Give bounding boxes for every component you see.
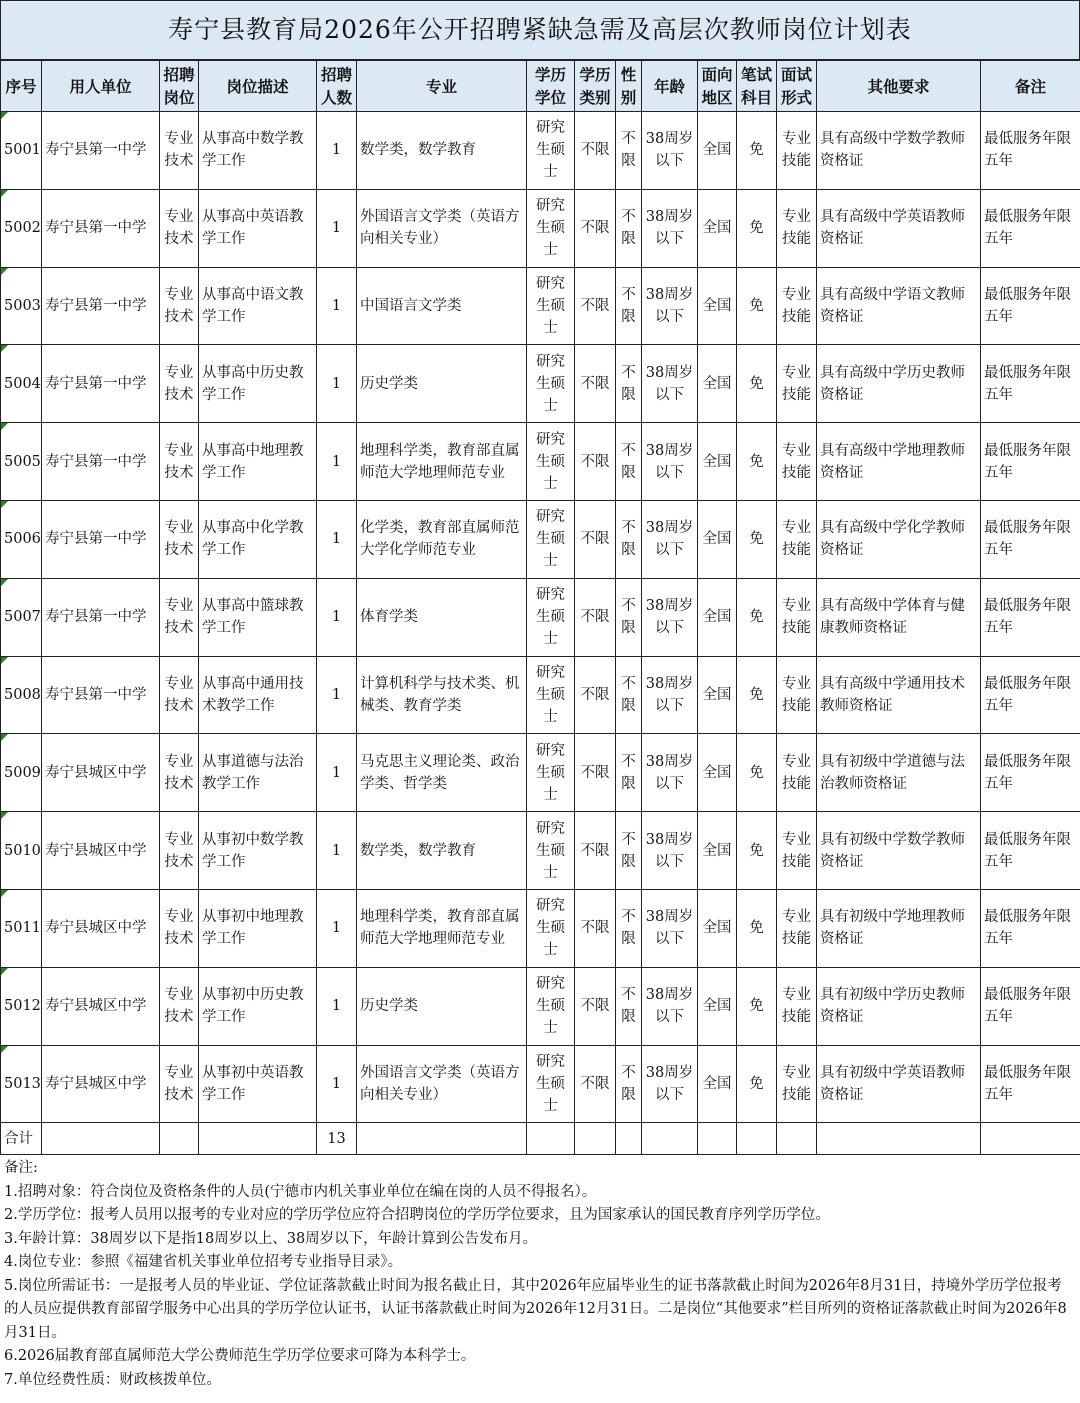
cell-gender: 不限 [616, 345, 642, 423]
cell-interview: 专业技能 [777, 189, 817, 267]
table-row [1, 656, 1080, 734]
cell-edu-type: 不限 [575, 967, 616, 1045]
cell-unit: 寿宁县城区中学 [42, 889, 160, 967]
cell-other: 具有初级中学道德与法治教师资格证 [817, 734, 981, 812]
cell-degree: 研究生硕士 [527, 345, 575, 423]
cell-exam: 免 [737, 656, 777, 734]
cell-other: 具有初级中学数学教师资格证 [817, 812, 981, 890]
cell-desc: 从事初中数学教学工作 [199, 812, 317, 890]
table-row [1, 812, 1080, 890]
cell-age: 38周岁以下 [642, 1045, 698, 1123]
cell-num: 1 [317, 967, 357, 1045]
cell-degree: 研究生硕士 [527, 734, 575, 812]
total-num: 13 [317, 1123, 357, 1155]
cell-major: 历史学类 [357, 345, 527, 423]
cell-region: 全国 [698, 112, 737, 190]
table-row [1, 500, 1080, 578]
cell-degree: 研究生硕士 [527, 112, 575, 190]
cell-seq: 5003 [1, 267, 42, 345]
cell-desc: 从事高中语文教学工作 [199, 267, 317, 345]
cell-post: 专业技术 [160, 345, 199, 423]
cell-num: 1 [317, 189, 357, 267]
cell-region: 全国 [698, 1045, 737, 1123]
cell-post: 专业技术 [160, 112, 199, 190]
cell-post: 专业技术 [160, 500, 199, 578]
header-other: 其他要求 [817, 61, 981, 112]
cell-other: 具有高级中学英语教师资格证 [817, 189, 981, 267]
cell-region: 全国 [698, 189, 737, 267]
cell-edu-type: 不限 [575, 500, 616, 578]
cell-gender: 不限 [616, 189, 642, 267]
cell-major: 数学类，数学教育 [357, 112, 527, 190]
cell-num: 1 [317, 267, 357, 345]
cell-seq: 5010 [1, 812, 42, 890]
cell-interview: 专业技能 [777, 1045, 817, 1123]
cell-age: 38周岁以下 [642, 112, 698, 190]
note-item: 3.年龄计算：38周岁以下是指18周岁以上、38周岁以下，年龄计算到公告发布月。 [4, 1230, 538, 1247]
cell-major: 地理科学类，教育部直属师范大学地理师范专业 [357, 889, 527, 967]
cell-post: 专业技术 [160, 889, 199, 967]
cell-unit: 寿宁县第一中学 [42, 345, 160, 423]
cell-remark: 最低服务年限五年 [981, 967, 1080, 1045]
cell-other: 具有初级中学英语教师资格证 [817, 1045, 981, 1123]
cell-desc: 从事高中英语教学工作 [199, 189, 317, 267]
header-desc: 岗位描述 [199, 61, 317, 112]
cell-age: 38周岁以下 [642, 345, 698, 423]
cell-degree: 研究生硕士 [527, 967, 575, 1045]
cell-region: 全国 [698, 734, 737, 812]
cell-edu-type: 不限 [575, 189, 616, 267]
cell-degree: 研究生硕士 [527, 189, 575, 267]
cell-edu-type: 不限 [575, 889, 616, 967]
cell-major: 体育学类 [357, 578, 527, 656]
cell-remark: 最低服务年限五年 [981, 1045, 1080, 1123]
cell-post: 专业技术 [160, 1045, 199, 1123]
cell-edu-type: 不限 [575, 423, 616, 501]
cell-gender: 不限 [616, 423, 642, 501]
cell-remark: 最低服务年限五年 [981, 578, 1080, 656]
cell-seq: 5008 [1, 656, 42, 734]
cell-num: 1 [317, 1045, 357, 1123]
cell-major: 地理科学类，教育部直属师范大学地理师范专业 [357, 423, 527, 501]
cell-other: 具有高级中学地理教师资格证 [817, 423, 981, 501]
table-row [1, 423, 1080, 501]
cell-desc: 从事高中历史教学工作 [199, 345, 317, 423]
cell-other: 具有高级中学体育与健康教师资格证 [817, 578, 981, 656]
cell-seq: 5013 [1, 1045, 42, 1123]
cell-region: 全国 [698, 500, 737, 578]
cell-exam: 免 [737, 1045, 777, 1123]
total-label: 合计 [1, 1123, 42, 1155]
cell-interview: 专业技能 [777, 656, 817, 734]
header-remark: 备注 [981, 61, 1080, 112]
cell-region: 全国 [698, 267, 737, 345]
cell-post: 专业技术 [160, 656, 199, 734]
table-row [1, 578, 1080, 656]
cell-other: 具有高级中学化学教师资格证 [817, 500, 981, 578]
cell-age: 38周岁以下 [642, 656, 698, 734]
cell-other: 具有高级中学数学教师资格证 [817, 112, 981, 190]
cell-post: 专业技术 [160, 812, 199, 890]
cell-seq: 5006 [1, 500, 42, 578]
note-item: 2.学历学位：报考人员用以报考的专业对应的学历学位应符合招聘岗位的学历学位要求，且为国家承认的国民教育序列学历学位。 [4, 1207, 830, 1224]
cell-degree: 研究生硕士 [527, 500, 575, 578]
cell-exam: 免 [737, 812, 777, 890]
cell-num: 1 [317, 500, 357, 578]
cell-edu-type: 不限 [575, 656, 616, 734]
cell-age: 38周岁以下 [642, 734, 698, 812]
cell-age: 38周岁以下 [642, 889, 698, 967]
cell-desc: 从事初中英语教学工作 [199, 1045, 317, 1123]
position-plan-table [0, 60, 1080, 1155]
cell-exam: 免 [737, 967, 777, 1045]
header-region: 面向地区 [698, 61, 737, 112]
cell-edu-type: 不限 [575, 345, 616, 423]
cell-degree: 研究生硕士 [527, 578, 575, 656]
cell-major: 历史学类 [357, 967, 527, 1045]
cell-exam: 免 [737, 345, 777, 423]
cell-num: 1 [317, 889, 357, 967]
cell-region: 全国 [698, 345, 737, 423]
cell-age: 38周岁以下 [642, 189, 698, 267]
cell-other: 具有高级中学语文教师资格证 [817, 267, 981, 345]
cell-age: 38周岁以下 [642, 500, 698, 578]
cell-interview: 专业技能 [777, 423, 817, 501]
header-row [1, 61, 1080, 112]
notes-heading: 备注: [4, 1160, 38, 1177]
cell-seq: 5012 [1, 967, 42, 1045]
cell-region: 全国 [698, 578, 737, 656]
cell-other: 具有初级中学历史教师资格证 [817, 967, 981, 1045]
cell-remark: 最低服务年限五年 [981, 889, 1080, 967]
table-row [1, 345, 1080, 423]
cell-exam: 免 [737, 112, 777, 190]
cell-remark: 最低服务年限五年 [981, 267, 1080, 345]
cell-num: 1 [317, 423, 357, 501]
cell-major: 外国语言文学类（英语方向相关专业） [357, 189, 527, 267]
cell-exam: 免 [737, 578, 777, 656]
cell-exam: 免 [737, 267, 777, 345]
cell-edu-type: 不限 [575, 812, 616, 890]
cell-degree: 研究生硕士 [527, 267, 575, 345]
cell-exam: 免 [737, 889, 777, 967]
cell-remark: 最低服务年限五年 [981, 734, 1080, 812]
cell-desc: 从事高中数学教学工作 [199, 112, 317, 190]
cell-age: 38周岁以下 [642, 423, 698, 501]
cell-unit: 寿宁县城区中学 [42, 734, 160, 812]
header-exam: 笔试科目 [737, 61, 777, 112]
cell-major: 中国语言文学类 [357, 267, 527, 345]
note-item: 5.岗位所需证书：一是报考人员的毕业证、学位证落款截止时间为报名截止日，其中2026年应届毕业生的证书落款截止时间为2026年8月31日，持境外学历学位报考的人员应提供教育部留学服务中心出具的学历学位认证书，认证书落款截止时间为2026年12月31日。二是岗位“其他要求”栏目所列的资格证落款截止时间为2026年8月31日。 [4, 1277, 1067, 1341]
cell-interview: 专业技能 [777, 112, 817, 190]
cell-unit: 寿宁县城区中学 [42, 967, 160, 1045]
cell-unit: 寿宁县第一中学 [42, 578, 160, 656]
cell-num: 1 [317, 345, 357, 423]
cell-edu-type: 不限 [575, 112, 616, 190]
cell-desc: 从事初中地理教学工作 [199, 889, 317, 967]
note-item: 1.招聘对象：符合岗位及资格条件的人员(宁德市内机关事业单位在编在岗的人员不得报名）。 [4, 1183, 597, 1200]
cell-degree: 研究生硕士 [527, 812, 575, 890]
cell-post: 专业技术 [160, 967, 199, 1045]
cell-post: 专业技术 [160, 423, 199, 501]
cell-remark: 最低服务年限五年 [981, 500, 1080, 578]
cell-remark: 最低服务年限五年 [981, 812, 1080, 890]
header-major: 专业 [357, 61, 527, 112]
cell-region: 全国 [698, 889, 737, 967]
cell-remark: 最低服务年限五年 [981, 345, 1080, 423]
cell-desc: 从事初中历史教学工作 [199, 967, 317, 1045]
cell-edu-type: 不限 [575, 1045, 616, 1123]
cell-other: 具有高级中学历史教师资格证 [817, 345, 981, 423]
cell-gender: 不限 [616, 967, 642, 1045]
cell-remark: 最低服务年限五年 [981, 423, 1080, 501]
cell-desc: 从事高中通用技术教学工作 [199, 656, 317, 734]
table-row [1, 734, 1080, 812]
cell-unit: 寿宁县第一中学 [42, 112, 160, 190]
cell-seq: 5009 [1, 734, 42, 812]
cell-num: 1 [317, 812, 357, 890]
cell-gender: 不限 [616, 1045, 642, 1123]
table-row [1, 112, 1080, 190]
cell-edu-type: 不限 [575, 734, 616, 812]
header-num: 招聘人数 [317, 61, 357, 112]
notes-section [0, 1155, 1080, 1392]
cell-degree: 研究生硕士 [527, 1045, 575, 1123]
cell-degree: 研究生硕士 [527, 423, 575, 501]
note-item: 4.岗位专业：参照《福建省机关事业单位招考专业指导目录》。 [4, 1254, 403, 1271]
cell-seq: 5005 [1, 423, 42, 501]
cell-remark: 最低服务年限五年 [981, 656, 1080, 734]
cell-seq: 5002 [1, 189, 42, 267]
cell-gender: 不限 [616, 267, 642, 345]
cell-post: 专业技术 [160, 189, 199, 267]
header-degree: 学历学位 [527, 61, 575, 112]
cell-degree: 研究生硕士 [527, 889, 575, 967]
page-title: 寿宁县教育局2026年公开招聘紧缺急需及高层次教师岗位计划表 [0, 0, 1080, 60]
cell-desc: 从事道德与法治教学工作 [199, 734, 317, 812]
cell-num: 1 [317, 734, 357, 812]
cell-edu-type: 不限 [575, 267, 616, 345]
header-interview: 面试形式 [777, 61, 817, 112]
cell-unit: 寿宁县城区中学 [42, 1045, 160, 1123]
total-row [1, 1123, 1080, 1155]
cell-num: 1 [317, 578, 357, 656]
cell-interview: 专业技能 [777, 734, 817, 812]
cell-age: 38周岁以下 [642, 578, 698, 656]
cell-interview: 专业技能 [777, 500, 817, 578]
cell-gender: 不限 [616, 889, 642, 967]
cell-gender: 不限 [616, 656, 642, 734]
cell-seq: 5011 [1, 889, 42, 967]
cell-unit: 寿宁县第一中学 [42, 656, 160, 734]
table-row [1, 967, 1080, 1045]
cell-remark: 最低服务年限五年 [981, 189, 1080, 267]
cell-exam: 免 [737, 423, 777, 501]
cell-region: 全国 [698, 812, 737, 890]
cell-gender: 不限 [616, 578, 642, 656]
cell-major: 外国语言文学类（英语方向相关专业） [357, 1045, 527, 1123]
cell-post: 专业技术 [160, 734, 199, 812]
header-post: 招聘岗位 [160, 61, 199, 112]
header-age: 年龄 [642, 61, 698, 112]
cell-unit: 寿宁县城区中学 [42, 812, 160, 890]
cell-edu-type: 不限 [575, 578, 616, 656]
cell-major: 马克思主义理论类、政治学类、哲学类 [357, 734, 527, 812]
cell-gender: 不限 [616, 812, 642, 890]
cell-gender: 不限 [616, 734, 642, 812]
header-gender: 性别 [616, 61, 642, 112]
header-seq: 序号 [1, 61, 42, 112]
cell-seq: 5007 [1, 578, 42, 656]
cell-unit: 寿宁县第一中学 [42, 423, 160, 501]
cell-remark: 最低服务年限五年 [981, 112, 1080, 190]
cell-other: 具有初级中学地理教师资格证 [817, 889, 981, 967]
table-row [1, 889, 1080, 967]
cell-major: 化学类，教育部直属师范大学化学师范专业 [357, 500, 527, 578]
cell-age: 38周岁以下 [642, 267, 698, 345]
cell-unit: 寿宁县第一中学 [42, 267, 160, 345]
cell-region: 全国 [698, 967, 737, 1045]
cell-interview: 专业技能 [777, 345, 817, 423]
cell-age: 38周岁以下 [642, 812, 698, 890]
cell-degree: 研究生硕士 [527, 656, 575, 734]
cell-unit: 寿宁县第一中学 [42, 189, 160, 267]
cell-interview: 专业技能 [777, 812, 817, 890]
cell-major: 数学类，数学教育 [357, 812, 527, 890]
cell-exam: 免 [737, 734, 777, 812]
cell-desc: 从事高中篮球教学工作 [199, 578, 317, 656]
cell-desc: 从事高中地理教学工作 [199, 423, 317, 501]
header-edu-type: 学历类别 [575, 61, 616, 112]
table-row [1, 267, 1080, 345]
cell-seq: 5004 [1, 345, 42, 423]
header-unit: 用人单位 [42, 61, 160, 112]
cell-unit: 寿宁县第一中学 [42, 500, 160, 578]
table-row [1, 1045, 1080, 1123]
cell-interview: 专业技能 [777, 578, 817, 656]
cell-region: 全国 [698, 656, 737, 734]
cell-exam: 免 [737, 189, 777, 267]
cell-interview: 专业技能 [777, 967, 817, 1045]
note-item: 7.单位经费性质：财政核拨单位。 [4, 1371, 221, 1388]
cell-post: 专业技术 [160, 578, 199, 656]
cell-gender: 不限 [616, 500, 642, 578]
cell-interview: 专业技能 [777, 267, 817, 345]
cell-seq: 5001 [1, 112, 42, 190]
cell-interview: 专业技能 [777, 889, 817, 967]
cell-age: 38周岁以下 [642, 967, 698, 1045]
table-row [1, 189, 1080, 267]
cell-num: 1 [317, 112, 357, 190]
cell-desc: 从事高中化学教学工作 [199, 500, 317, 578]
cell-region: 全国 [698, 423, 737, 501]
note-item: 6.2026届教育部直属师范大学公费师范生学历学位要求可降为本科学士。 [4, 1348, 476, 1365]
cell-post: 专业技术 [160, 267, 199, 345]
cell-num: 1 [317, 656, 357, 734]
cell-other: 具有高级中学通用技术教师资格证 [817, 656, 981, 734]
cell-gender: 不限 [616, 112, 642, 190]
cell-exam: 免 [737, 500, 777, 578]
cell-major: 计算机科学与技术类、机械类、教育学类 [357, 656, 527, 734]
